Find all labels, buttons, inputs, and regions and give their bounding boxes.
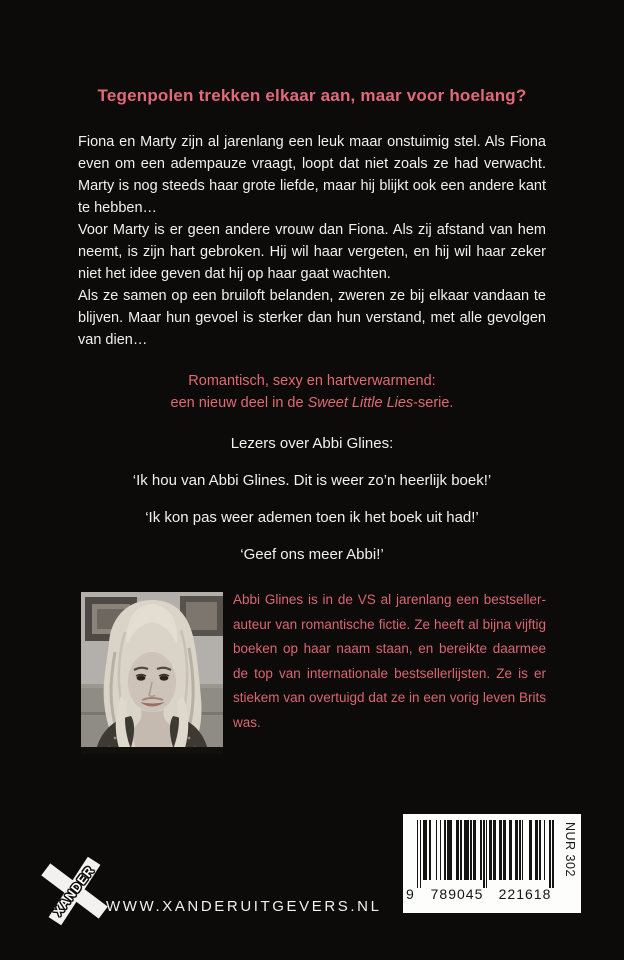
synopsis-paragraph: Voor Marty is er geen andere vrouw dan Fiona. Als zij afstand van hem neemt, is zijn hart gebroken. Hij wil haar vergeten, en hij wil haar zeker niet het idee geven dat hij op haar gaat wachten. <box>78 222 546 282</box>
publisher-website: WWW.XANDERUITGEVERS.NL <box>106 898 382 915</box>
series-blurb <box>0 370 624 414</box>
review-quote: ‘Geef ons meer Abbi!’ <box>240 546 384 563</box>
series-title: Sweet Little Lies <box>307 395 414 411</box>
synopsis-paragraph: Als ze samen op een bruiloft belanden, zweren ze bij elkaar vandaan te blijven. Maar hun gevoel is sterker dan hun verstand, met alle gevolgen van dien… <box>78 288 546 348</box>
barcode <box>403 814 581 913</box>
isbn-digit-group: 9 <box>406 886 415 902</box>
author-bio: Abbi Glines is in de VS al jarenlang een bestsellerauteur van romantische fictie. Ze heeft al bijna vijftig boeken op haar naam staan, en bereikte daarmee de top van internationale bestsellerlijsten. Ze is er stiekem van overtuigd dat ze in een vorig leven Brits was. <box>233 592 546 730</box>
review-quote: ‘Ik hou van Abbi Glines. Dit is weer zo’n heerlijk boek!’ <box>132 472 492 489</box>
reader-reviews <box>0 433 624 581</box>
series-blurb-line1: Romantisch, sexy en hartverwarmend: <box>188 373 436 389</box>
synopsis <box>78 131 546 351</box>
logo-wordmark: XANDER <box>50 863 98 919</box>
barcode-bars-icon <box>417 820 554 888</box>
author-section <box>81 588 546 754</box>
isbn-number <box>403 886 563 906</box>
nur-code: NUR 302 <box>563 822 577 877</box>
isbn-digit-group: 221618 <box>498 886 552 902</box>
reviews-heading: Lezers over Abbi Glines: <box>230 435 394 452</box>
xander-logo <box>48 862 100 918</box>
tagline: Tegenpolen trekken elkaar aan, maar voor hoelang? <box>97 86 527 105</box>
isbn-digit-group: 789045 <box>430 886 484 902</box>
synopsis-paragraph: Fiona en Marty zijn al jarenlang een leuk maar onstuimig stel. Als Fiona even om een adempauze vraagt, loopt dat niet zoals ze had verwacht. Marty is nog steeds haar grote liefde, maar hij blijkt ook een andere kant te hebben… <box>78 134 546 216</box>
author-photo <box>81 592 223 754</box>
series-blurb-line2: een nieuw deel in de Sweet Little Lies-serie. <box>170 395 454 411</box>
review-quote: ‘Ik kon pas weer ademen toen ik het boek uit had!’ <box>145 509 479 526</box>
